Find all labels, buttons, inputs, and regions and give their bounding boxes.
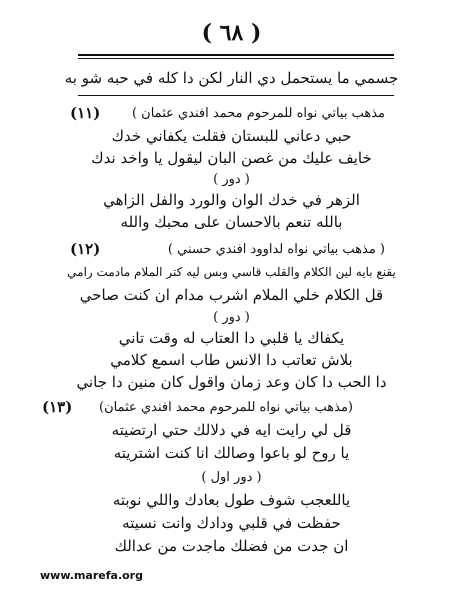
dor-label: ( دور ) (213, 310, 250, 325)
verse-line: قل لي رايت ايه في دلالك حتي ارتضيته (111, 421, 352, 439)
verse-line: يكفاك يا قلبي دا العتاب له وقت تاني (118, 329, 345, 347)
verse-line: يقنع بايه لين الكلام والقلب قاسي وبس ليه كتر الملام مادمت رامي (67, 265, 396, 279)
verse-line: خايف عليك من غصن البان ليقول يا واخد ندك (91, 149, 372, 167)
verse-line: بالله تنعم بالاحسان على محبك والله (120, 213, 343, 231)
section-header: (مذهب بياتي نواه للمرحوم محمد افندي عثمان) (99, 400, 353, 415)
verse-line: جسمي ما يستحمل دي النار لكن دا كله في حبه شو به (64, 69, 399, 87)
dor-label: ( دور اول ) (201, 470, 262, 485)
verse-line: ان جدت من فضلك ماجدت من عدالك (114, 537, 349, 555)
verse-line: حبي دعاني للبستان فقلت يكفاني خدك (111, 127, 352, 145)
header-rule-thin (78, 58, 394, 59)
verse-line: بلاش تعاتب دا الانس طاب اسمع كلامي (110, 351, 353, 369)
verse-line: دا الحب دا كان وعد زمان واقول كان منين دا جاني (76, 373, 387, 391)
dor-label: ( دور ) (213, 172, 250, 187)
verse-line: حفظت في قلبي ودادك وانت نسيته (122, 514, 341, 532)
verse-line: يا روح لو باعوا وصالك انا كنت اشتريته (113, 444, 350, 462)
divider (78, 95, 394, 96)
section-header: مذهب بياتي نواه للمرحوم محمد افندي عثمان ) (131, 106, 385, 121)
verse-line: قل الكلام خلي الملام اشرب مدام ان كنت صاحي (79, 286, 384, 304)
section-header: ( مذهب بياتي نواه لداوود افندي حسني ) (167, 242, 385, 257)
header-rule (78, 54, 394, 56)
footer-url: www.marefa.org (40, 569, 143, 582)
page-number: ( ٦٨ ) (201, 20, 262, 46)
verse-line: ياللعجب شوف طول بعادك واللي نوبته (112, 491, 351, 509)
section-number: (١٣) (42, 398, 73, 416)
section-number: (١٢) (70, 240, 101, 258)
section-number: (١١) (70, 104, 101, 122)
verse-line: الزهر في خدك الوان والورد والفل الزاهي (103, 191, 360, 209)
